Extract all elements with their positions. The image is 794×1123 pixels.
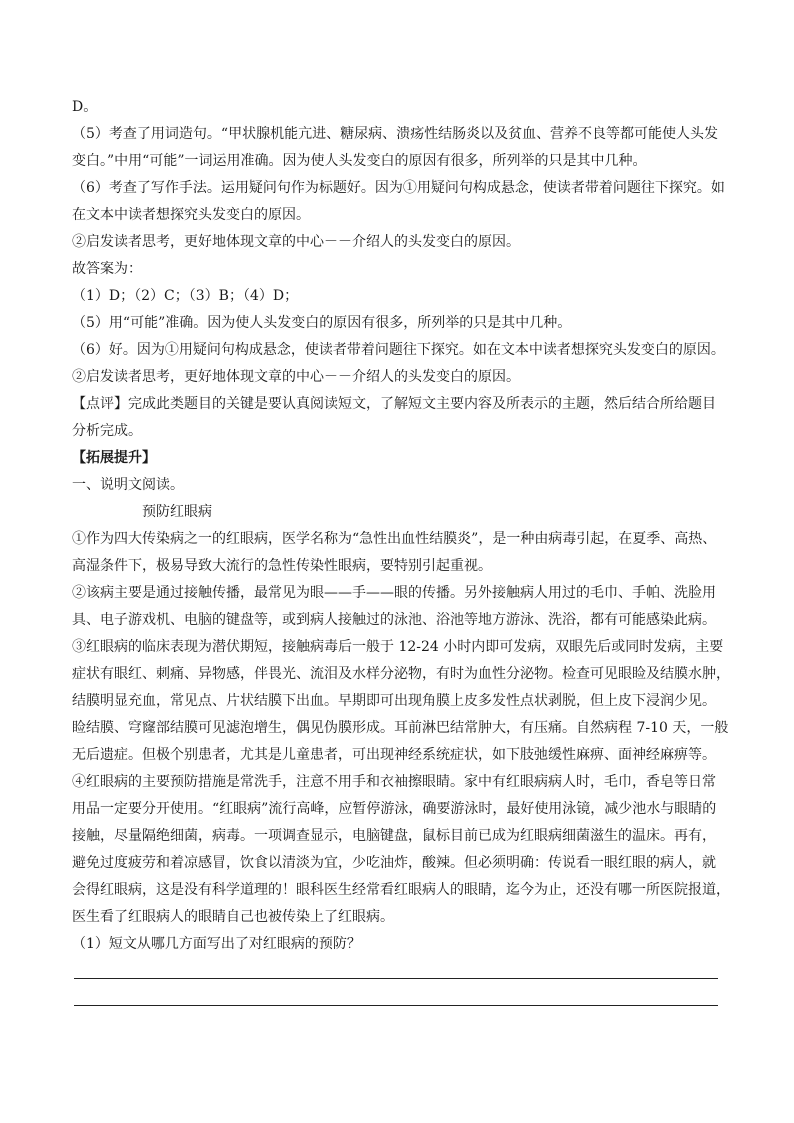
extension-heading: 【拓展提升】 xyxy=(72,450,156,466)
article-line: 无后遗症。但极个别患者，尤其是儿童患者，可出现神经系统症状，如下肢弛缓性麻痹、面神经麻痹等。 xyxy=(72,747,716,763)
answer-line: 故答案为： xyxy=(72,261,142,277)
article-line: ④红眼病的主要预防措施是常洗手，注意不用手和衣袖擦眼睛。家中有红眼病病人时，毛巾，香皂等日常 xyxy=(72,774,716,790)
article-title: 预防红眼病 xyxy=(142,504,212,520)
article-line: 接触，尽量隔绝细菌，病毒。一项调查显示，电脑键盘，鼠标目前已成为红眼病细菌滋生的温床。再有， xyxy=(72,828,716,844)
article-line: 医生看了红眼病人的眼睛自己也被传染上了红眼病。 xyxy=(72,909,394,925)
question-1: （1）短文从哪几方面写出了对红眼病的预防？ xyxy=(72,936,361,952)
comment-text-continued: 分析完成。 xyxy=(72,423,142,439)
answer-line: （1）D；（2）C；（3）B；（4）D； xyxy=(72,288,299,304)
article-line: 症状有眼红、刺痛、异物感，伴畏光、流泪及水样分泌物，有时为血性分泌物。检查可见眼睑及结膜水肿， xyxy=(72,666,730,682)
article-line: 高湿条件下，极易导致大流行的急性传染性眼病，要特别引起重视。 xyxy=(72,558,492,574)
answer-line: D。 xyxy=(72,99,98,115)
article-line: 结膜明显充血，常见点、片状结膜下出血。早期即可出现角膜上皮多发性点状剥脱，但上皮下浸润少见。 xyxy=(72,693,716,709)
article-line: 用品一定要分开使用。“红眼病”流行高峰，应暂停游泳，确要游泳时，最好使用泳镜，减少池水与眼睛的 xyxy=(72,801,717,817)
answer-line: ②启发读者思考，更好地体现文章的中心－－介绍人的头发变白的原因。 xyxy=(72,369,520,385)
article-line: ③红眼病的临床表现为潜伏期短，接触病毒后一般于 12-24 小时内即可发病，双眼先后或同时发病，主要 xyxy=(72,639,724,655)
article-line: ②该病主要是通过接触传播，最常见为眼——手——眼的传播。另外接触病人用过的毛巾、手帕、洗脸用 xyxy=(72,585,716,601)
answer-blank-line[interactable] xyxy=(74,978,718,979)
article-line: 睑结膜、穹窿部结膜可见滤泡增生，偶见伪膜形成。耳前淋巴结常肿大，有压痛。自然病程 7-10 天，一般 xyxy=(72,720,729,736)
article-line: 具、电子游戏机、电脑的键盘等，或到病人接触过的泳池、浴池等地方游泳、洗浴，都有可能感染此病。 xyxy=(72,612,716,628)
article-line: 会得红眼病，这是没有科学道理的！眼科医生经常看红眼病人的眼睛，迄今为止，还没有哪一所医院报道， xyxy=(72,882,730,898)
answer-line: （6）好。因为①用疑问句构成悬念，使读者带着问题往下探究。如在文本中读者想探究头发变白的原因。 xyxy=(72,342,725,358)
page-content xyxy=(72,94,732,1006)
comment-paragraph xyxy=(72,391,732,418)
comment-tag: 【点评】 xyxy=(72,396,128,412)
article-line: ①作为四大传染病之一的红眼病，医学名称为“急性出血性结膜炎”，是一种由病毒引起，在夏季、高热、 xyxy=(72,531,717,547)
answer-line: 在文本中读者想探究头发变白的原因。 xyxy=(72,207,310,223)
article-line: 避免过度疲劳和着凉感冒，饮食以清淡为宜，少吃油炸，酸辣。但必须明确：传说看一眼红眼的病人，就 xyxy=(72,855,716,871)
answer-line: 变白。”中用“可能”一词运用准确。因为使人头发变白的原因有很多，所列举的只是其中几种。 xyxy=(72,153,647,169)
answer-line: ②启发读者思考，更好地体现文章的中心－－介绍人的头发变白的原因。 xyxy=(72,234,520,250)
answer-line: （5）用“可能”准确。因为使人头发变白的原因有很多，所列举的只是其中几种。 xyxy=(72,315,572,331)
answer-line: （6）考查了写作手法。运用疑问句作为标题好。因为①用疑问句构成悬念，使读者带着问题往下探究。如 xyxy=(72,180,725,196)
comment-text: 完成此类题目的关键是要认真阅读短文，了解短文主要内容及所表示的主题，然后结合所给题目 xyxy=(128,396,716,412)
answer-line: （5）考查了用词造句。“甲状腺机能亢进、糖尿病、溃疡性结肠炎以及贫血、营养不良等都可能使人头发 xyxy=(72,126,719,142)
section-title: 一、说明文阅读。 xyxy=(72,477,184,493)
answer-blank-line[interactable] xyxy=(74,1005,718,1006)
